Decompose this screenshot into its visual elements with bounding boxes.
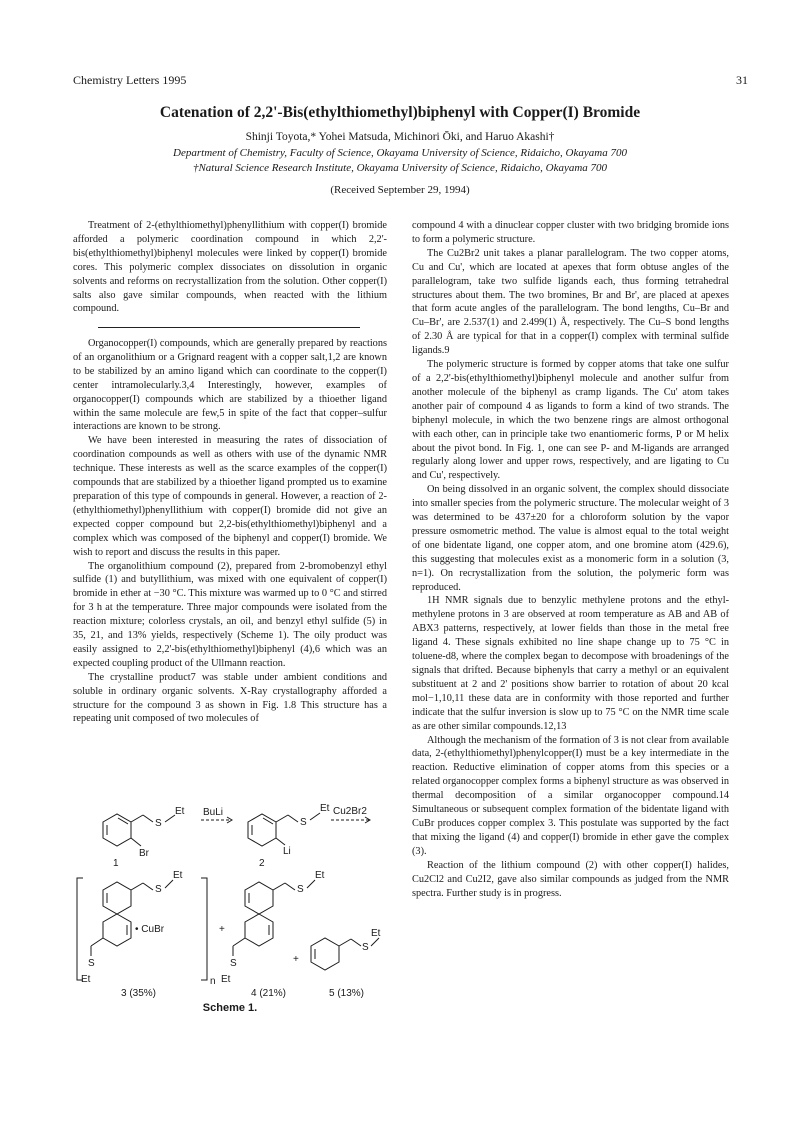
sulfur-label: S <box>300 817 307 828</box>
ethyl-label: Et <box>81 974 91 985</box>
paragraph: The Cu2Br2 unit takes a planar parallelogram. The two copper atoms, Cu and Cu', which are located at apexes that form obtuse angles of the parallelogram, take two sulfide ligands each, thus forming tetrahedral structures about them. The two bromines, Br and Br', are placed at apexes that form acute angles of the parallelogram. The bond lengths, Cu–Br and Cu–Br', are 2.537(1) and 2.499(1) Å, respectively. The Cu–S bond lengths of 2.30 Å are typical for that in a copper(I) complex with terminal sulfide ligands.9 <box>412 247 729 357</box>
reaction-scheme <box>73 770 387 1025</box>
paragraph: The crystalline product7 was stable under ambient conditions and soluble in ordinary organic solvents. X-Ray crystallography afforded a structure for the compound 3 as shown in Fig. 1.8 This structure has a repeating unit composed of two molecules of <box>73 671 387 725</box>
compound-1-label: 1 <box>113 858 119 869</box>
polymer-subscript-n: n <box>210 976 216 987</box>
lithium-label: Li <box>283 846 291 857</box>
ethyl-label: Et <box>175 806 185 817</box>
paragraph: The organolithium compound (2), prepared from 2-bromobenzyl ethyl sulfide (1) and butyllithium, was mixed with one equivalent of copper(I) bromide in ether at −30 °C. This mixture was warmed up to 0 °C and stirred for 3 h at the temperature. Three major compounds were isolated from the reaction mixture; colorless crystals, an oil, and benzyl ethyl sulfide (5) in 35, 21, and 13% yields, respectively (Scheme 1). The oily product was easily assigned to 2,2'-bis(ethylthiomethyl)biphenyl (4),6 which was an expected coupling product of the Ullmann reaction. <box>73 560 387 669</box>
copper-bromide-label: • CuBr <box>135 924 165 935</box>
reagent-copper-bromide: Cu2Br2 <box>333 806 367 817</box>
ethyl-label: Et <box>315 870 325 881</box>
scheme-drawing <box>73 770 387 1002</box>
ethyl-label: Et <box>221 974 231 985</box>
plus-sign: + <box>293 954 299 965</box>
sulfur-label: S <box>297 884 304 895</box>
plus-sign: + <box>219 924 225 935</box>
ethyl-label: Et <box>320 803 330 814</box>
right-column-body <box>412 219 729 900</box>
paragraph: Reaction of the lithium compound (2) with other copper(I) halides, Cu2Cl2 and Cu2I2, gave also similar compounds as judged from the NMR spectra. Further study is in progress. <box>412 859 729 899</box>
compound-3-label: 3 (35%) <box>121 988 157 999</box>
paragraph: compound 4 with a dinuclear copper cluster with two bridging bromide ions to form a polymeric structure. <box>412 220 729 245</box>
polymer-bracket-right <box>201 878 207 980</box>
author-list: Shinji Toyota,* Yohei Matsuda, Michinori Ōki, and Haruo Akashi† <box>245 131 555 143</box>
scheme-caption: Scheme 1. <box>202 1002 258 1014</box>
abstract-divider <box>98 327 360 328</box>
journal-name: Chemistry Letters 1995 <box>73 73 187 87</box>
polymer-bracket-left <box>77 878 83 980</box>
paragraph: Organocopper(I) compounds, which are generally prepared by reactions of an organolithium or a Grignard reagent with a copper salt,1,2 are known to be stabilized by an amino ligand which can coordinate to the copper(I) center intramolecularly.3,4 Interestingly, however, examples of organocopper(I) compounds which are stabilized by a thioether ligand within the same molecule are few,5 in spite of the fact that copper–sulfur interactions are known to be strong. <box>73 338 387 433</box>
compound-4-label: 4 (21%) <box>251 988 287 999</box>
paragraph: We have been interested in measuring the rates of dissociation of coordination compounds as well as others with use of the dynamic NMR technique. These interests as well as the scarce examples of the copper(I) compounds that are stabilized by a thioether ligand prompted us to examine preparation of this type of compounds in general. However, a reaction of 2-(ethylthiomethyl)phenyllithium with copper(I) bromide did not give an expected copper compound but 2,2-bis(ethylthiomethyl)biphenyl and a complex which was composed of the biphenyl and copper(I) bromide. We wish to report and discuss the results in this paper. <box>73 435 387 558</box>
sulfur-label: S <box>155 818 162 829</box>
sulfur-label: S <box>230 958 237 969</box>
reagent-butyllithium: BuLi <box>203 807 224 818</box>
page-number: 31 <box>736 73 748 87</box>
received-date: (Received September 29, 1994) <box>330 184 470 196</box>
sulfur-label: S <box>155 884 162 895</box>
paragraph: On being dissolved in an organic solvent, the complex should dissociate into smaller species from the polymeric structure. The molecular weight of 3 was determined to be 437±20 for a chloroform solution by the vapor pressure osmometric method. The value is almost equal to the total weight of one bidentate ligand, one copper atom, and one bromine atom (429.6), this suggesting that molecules exist as a monomeric form in a solution (3, n=1). On recrystallization from the solution, the polymeric form was reproduced. <box>412 484 729 593</box>
paragraph: The polymeric structure is formed by copper atoms that take one sulfur of a 2,2'-bis(ethylthiomethyl)biphenyl molecule and another sulfur from another molecule of the biphenyl as cramp ligands. The Cu' atom takes another pair of compound 4 as ligands to form a kind of two strands. The biphenyl molecule, in which the two benzene rings are almost orthogonal with each other, can in principle take two enantiomeric forms, P or M helix about the pivot bond. In Fig. 1, one can see P- and M-ligands are arranged regularly along lower and upper rows, respectively, and are ligating to Cu and Cu', respectively. <box>412 359 729 482</box>
sulfur-label: S <box>362 942 369 953</box>
ethyl-label: Et <box>173 870 183 881</box>
abstract <box>73 219 387 316</box>
bromo-label: Br <box>139 848 149 859</box>
compound-2-label: 2 <box>259 858 265 869</box>
paragraph: 1H NMR signals due to benzylic methylene protons and the ethyl-methylene protons in 3 are observed at room temperature as AB and AB of ABX3 patterns, respectively, at lower fields than those in the metal free ligand 4. These signals exhibited no line shape change up to 75 °C in toluene-d8, where the complex began to decompose with broadenings of the signals that drifted. Because biphenyls that carry a methyl or an equivalent substituent at 2 and 2' positions show barrier to rotation of about 20 kcal mol−1,10,11 these data are in conformity with those reported and further indicate that the sulfur inversion is slow up to 75 °C on the NMR time scale as are other similar compounds.12,13 <box>412 595 729 732</box>
compound-5-label: 5 (13%) <box>329 988 365 999</box>
affiliation-secondary: †Natural Science Research Institute, Okayama University of Science, Ridaicho, Okayama 700 <box>192 162 608 174</box>
left-column-body <box>73 337 387 726</box>
article-title: Catenation of 2,2'-Bis(ethylthiomethyl)biphenyl with Copper(I) Bromide <box>159 104 641 121</box>
ethyl-label: Et <box>371 928 381 939</box>
sulfur-label: S <box>88 958 95 969</box>
paragraph: Although the mechanism of the formation of 3 is not clear from available data, 2-(ethylthiomethyl)phenylcopper(I) must be a key intermediate in the reaction. Reductive elimination of copper atoms from this species or a related organocopper complex forms a biphenyl structure as was observed in thermal decomposition of a similar organocopper compound.14 Simultaneous or subsequent complex formation of the bidentate ligand with CuBr produces copper complex 3. This postulate was supported by the fact that mixing the ligand (4) and copper(I) bromide in ether gave the complex (3). <box>412 734 729 857</box>
abstract-text: Treatment of 2-(ethylthiomethyl)phenyllithium with copper(I) bromide afforded a polymeric coordination compound in which 2,2'-bis(ethylthiomethyl)biphenyl molecules were linked by copper(I) bromide cores. This polymeric complex dissociates on dissolution in organic solvents and reforms on recrystallization from the solution. Other copper(I) salts also gave similar compounds, when reacted with the lithium compound. <box>73 220 387 315</box>
affiliation-primary: Department of Chemistry, Faculty of Science, Okayama University of Science, Ridaicho, Okayama 700 <box>173 147 627 159</box>
